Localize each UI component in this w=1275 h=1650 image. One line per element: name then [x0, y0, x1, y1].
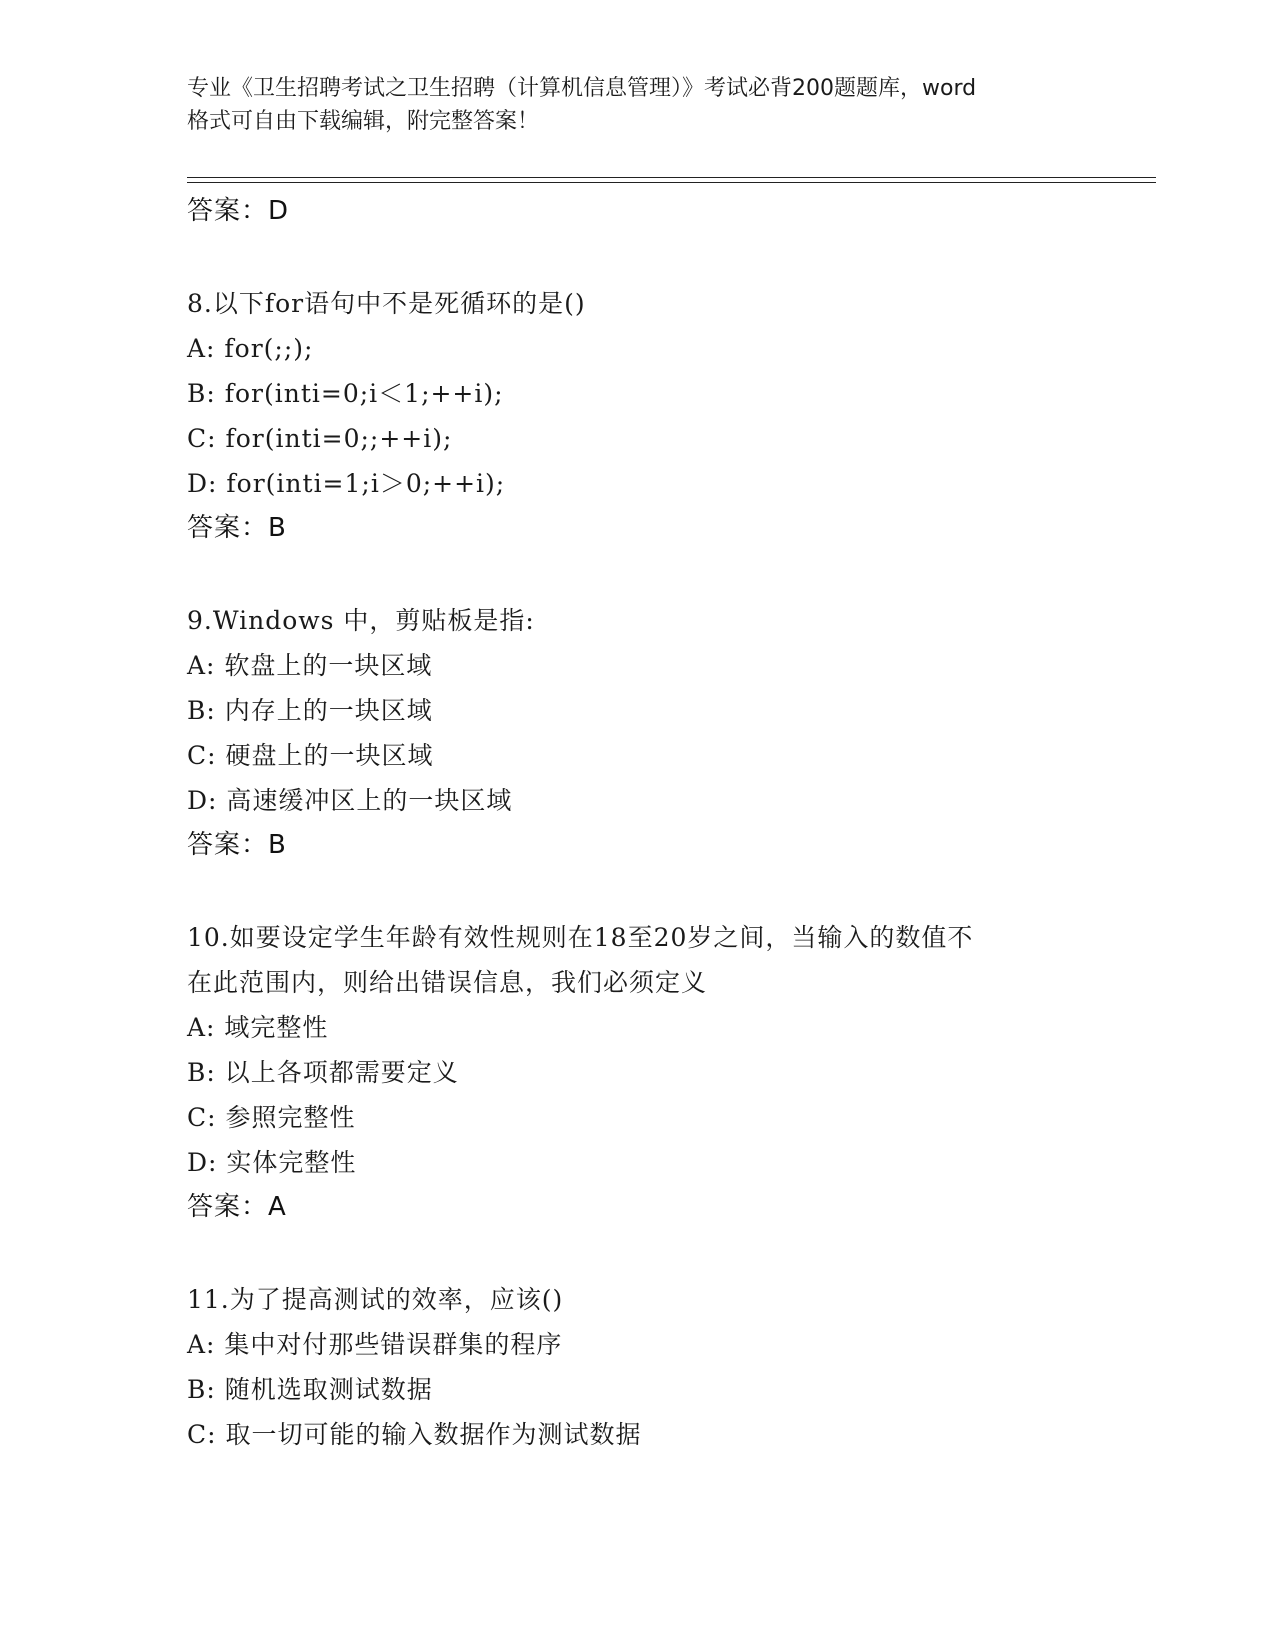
question-stem-line-1: 10.如要设定学生年龄有效性规则在18至20岁之间，当输入的数值不 — [187, 923, 974, 952]
option-d: D: for(inti=1;i＞0;++i); — [187, 469, 506, 498]
header-divider-top — [187, 177, 1156, 178]
header-line-1: 专业《卫生招聘考试之卫生招聘（计算机信息管理）》考试必背200题题库，word — [187, 76, 977, 101]
question-stem: 11.为了提高测试的效率，应该() — [187, 1285, 564, 1314]
answer-prefix: 答案： — [187, 830, 269, 860]
option-c: C: 参照完整性 — [187, 1103, 356, 1132]
answer-line — [187, 823, 1147, 868]
option-c: C: for(inti=0;;++i); — [187, 424, 453, 453]
option-d: D: 实体完整性 — [187, 1148, 357, 1177]
option-c: C: 硬盘上的一块区域 — [187, 741, 434, 770]
answer-line — [187, 1185, 1147, 1230]
header-divider-bottom — [187, 182, 1156, 183]
option-b: B: 内存上的一块区域 — [187, 696, 433, 725]
answer-value: D — [268, 196, 290, 226]
option-a: A: for(;;); — [187, 334, 314, 363]
header-line-2: 格式可自由下载编辑，附完整答案！ — [187, 109, 540, 134]
question-stem: 9.Windows 中，剪贴板是指: — [187, 606, 535, 635]
answer-prefix: 答案： — [187, 1192, 269, 1222]
document-header — [187, 72, 1087, 138]
question-stem-line-2: 在此范围内，则给出错误信息，我们必须定义 — [187, 968, 708, 997]
answer-value: A — [268, 1192, 287, 1222]
answer-value: B — [268, 830, 287, 860]
option-c: C: 取一切可能的输入数据作为测试数据 — [187, 1420, 642, 1449]
answer-prefix: 答案： — [187, 513, 269, 543]
question-stem: 8.以下for语句中不是死循环的是() — [187, 289, 586, 318]
question-8 — [187, 281, 1147, 551]
option-b: B: for(inti=0;i＜1;++i); — [187, 379, 504, 408]
question-11 — [187, 1277, 1147, 1457]
question-9 — [187, 598, 1147, 868]
option-b: B: 随机选取测试数据 — [187, 1375, 433, 1404]
answer-line — [187, 506, 1147, 551]
answer-prefix: 答案： — [187, 196, 269, 226]
option-a: A: 集中对付那些错误群集的程序 — [187, 1330, 563, 1359]
option-a: A: 软盘上的一块区域 — [187, 651, 433, 680]
option-b: B: 以上各项都需要定义 — [187, 1058, 459, 1087]
document-body — [187, 189, 1147, 1457]
answer-line — [187, 189, 1147, 234]
option-a: A: 域完整性 — [187, 1013, 329, 1042]
question-10 — [187, 915, 1147, 1230]
answer-value: B — [268, 513, 287, 543]
option-d: D: 高速缓冲区上的一块区域 — [187, 786, 513, 815]
